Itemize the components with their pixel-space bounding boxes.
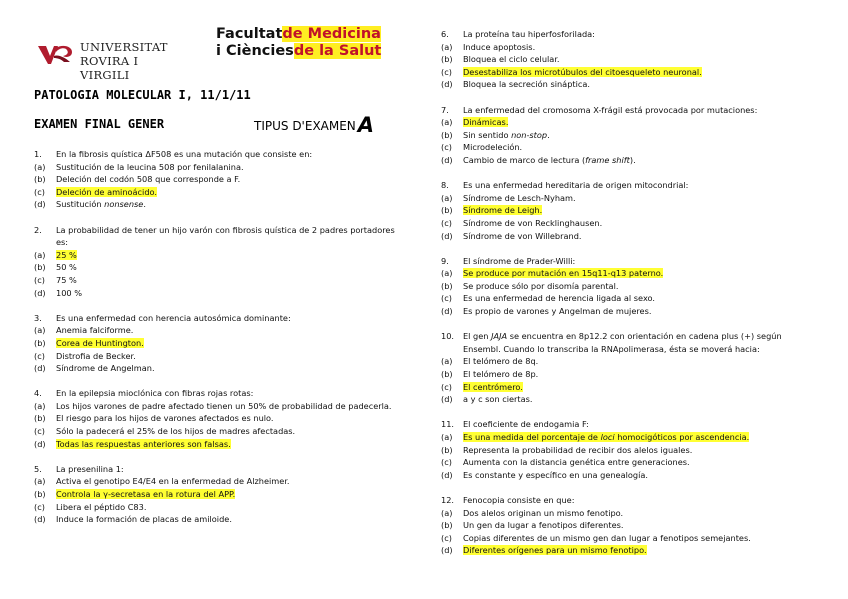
- questions-left-column: [34, 148, 406, 538]
- option-text-correct: Desestabiliza los microtúbulos del citoesqueleto neuronal.: [463, 66, 702, 77]
- option-text: Dos alelos originan un mismo fenotipo.: [463, 507, 624, 518]
- option-text: El telómero de 8q.: [463, 356, 539, 367]
- option-text: Sustitución de la leucina 508 por fenilalanina.: [56, 161, 244, 172]
- option-text: Induce la formación de placas de amiloide.: [56, 514, 232, 525]
- urv-logo: [36, 38, 186, 82]
- option-letter: (b): [34, 262, 46, 273]
- option-text-a: Es una medida del porcentaje de: [463, 432, 601, 442]
- faculty-logo: [216, 26, 382, 60]
- option-letter: (d): [34, 363, 46, 374]
- option-letter: (c): [441, 381, 452, 392]
- option-letter: (b): [441, 280, 453, 291]
- question-stem: Es una enfermedad hereditaria de origen mitocondrial:: [463, 180, 689, 191]
- option-letter: (d): [34, 287, 46, 298]
- option-text-b: frame shift: [585, 154, 630, 165]
- option-letter: (a): [441, 117, 453, 128]
- exam-title: EXAMEN FINAL GENER: [34, 117, 165, 131]
- question-number: 10.: [441, 331, 455, 342]
- option-text: Síndrome de Angelman.: [56, 363, 155, 374]
- option-letter: (d): [441, 79, 453, 90]
- option-text: Induce apoptosis.: [463, 41, 536, 52]
- option-text-correct: Dinámicas.: [463, 117, 509, 128]
- option-text: Síndrome de Lesch-Nyham.: [463, 192, 576, 203]
- option-text: Un gen da lugar a fenotipos diferentes.: [463, 520, 624, 531]
- option-letter: (d): [34, 199, 46, 210]
- option-text: Los hijos varones de padre afectado tienen un 50% de probabilidad de padecerla.: [56, 400, 392, 411]
- option-letter: (b): [34, 337, 46, 348]
- option-text: Síndrome de von Recklinghausen.: [463, 217, 603, 228]
- exam-type: [254, 113, 374, 137]
- questions-right-column: [441, 28, 821, 570]
- option-letter: (c): [34, 274, 45, 285]
- option-text-b: nonsense: [104, 199, 144, 210]
- option-text: El riesgo para los hijos de varones afectados es nulo.: [56, 413, 274, 424]
- option-text: 100 %: [56, 287, 83, 298]
- question-1: [34, 148, 406, 211]
- question-stem: El síndrome de Prader-Willi:: [463, 255, 576, 266]
- option-text: Sólo la padecerá el 25% de los hijos de madres afectadas.: [56, 426, 296, 437]
- question-number: 4.: [34, 388, 42, 399]
- option-letter: (c): [441, 457, 452, 468]
- option-text: Activa el genotipo E4/E4 en la enfermedad de Alzheimer.: [56, 476, 290, 487]
- option-text: Síndrome de von Willebrand.: [463, 230, 582, 241]
- question-7: [441, 104, 821, 167]
- option-letter: (b): [441, 369, 453, 380]
- option-letter: (a): [441, 507, 453, 518]
- option-text-b: non-stop: [511, 129, 548, 140]
- exam-type-letter: A: [357, 113, 375, 137]
- option-letter: (d): [441, 394, 453, 405]
- question-number: 3.: [34, 312, 42, 323]
- option-letter: (a): [34, 161, 46, 172]
- question-number: 6.: [441, 29, 449, 39]
- option-text: 75 %: [56, 274, 77, 285]
- question-stem-a: El gen: [463, 331, 492, 342]
- option-letter: (c): [441, 142, 452, 153]
- question-stem: El coeficiente de endogamia F:: [463, 419, 589, 430]
- option-text-c: .: [547, 129, 550, 140]
- question-9: [441, 255, 821, 318]
- option-letter: (b): [34, 489, 46, 500]
- question-number: 8.: [441, 180, 449, 191]
- question-2: [34, 224, 406, 300]
- university-line2: ROVIRA I VIRGILI: [80, 54, 139, 82]
- question-stem: La probabilidad de tener un hijo varón con fibrosis quística de 2 padres portadores es:: [56, 224, 395, 248]
- course-title: PATOLOGIA MOLECULAR I, 11/1/11: [34, 88, 251, 102]
- question-number: 7.: [441, 104, 449, 115]
- question-12: [441, 494, 821, 557]
- question-number: 11.: [441, 419, 455, 430]
- option-letter: (a): [441, 192, 453, 203]
- option-letter: (b): [441, 129, 453, 140]
- option-letter: (a): [34, 476, 46, 487]
- option-letter: (a): [34, 249, 46, 260]
- option-text: El telómero de 8p.: [463, 369, 539, 380]
- question-stem: La presenilina 1:: [56, 463, 124, 474]
- question-stem-b: JAJA: [491, 331, 508, 342]
- option-letter: (c): [441, 217, 452, 228]
- option-letter: (d): [441, 469, 453, 480]
- option-text: Deleción del codón 508 que corresponde a F.: [56, 174, 241, 185]
- option-text-a: Cambio de marco de lectura (: [463, 154, 586, 165]
- option-letter: (c): [441, 293, 452, 304]
- option-text: Bloquea la secreción sináptica.: [463, 79, 590, 90]
- option-text: Bloquea el ciclo celular.: [463, 54, 560, 65]
- option-text-correct: 25 %: [56, 249, 77, 260]
- option-letter: (a): [441, 356, 453, 367]
- option-letter: (d): [441, 306, 453, 317]
- option-letter: (c): [34, 186, 45, 197]
- option-text: Libera el péptido C83.: [56, 501, 147, 512]
- option-text: 50 %: [56, 262, 77, 273]
- question-stem: Fenocopia consiste en que:: [463, 494, 575, 505]
- option-letter: (a): [441, 268, 453, 279]
- option-letter: (b): [34, 174, 46, 185]
- question-5: [34, 463, 406, 526]
- option-letter: (c): [441, 66, 452, 77]
- question-3: [34, 312, 406, 375]
- question-number: 12.: [441, 494, 455, 505]
- option-text-correct: Diferentes orígenes para un mismo fenotipo.: [463, 545, 647, 556]
- option-text: Es propio de varones y Angelman de mujeres.: [463, 306, 652, 317]
- urv-logo-text: [80, 40, 186, 82]
- option-letter: (d): [441, 230, 453, 241]
- urv-logo-mark-icon: [36, 42, 74, 66]
- option-text: a y c son ciertas.: [463, 394, 533, 405]
- option-letter: (b): [441, 54, 453, 65]
- option-text-correct: Se produce por mutación en 15q11-q13 paterno.: [463, 268, 664, 279]
- option-text: Microdeleción.: [463, 142, 523, 153]
- question-stem-b: ΔF508: [145, 149, 172, 159]
- question-stem-c: se encuentra en 8p12.2 con orientación en cadena plus (+) según Ensembl. Cuando lo transcriba la RNApolimerasa, ésta se moverá hacia:: [463, 331, 782, 354]
- question-11: [441, 418, 821, 481]
- option-text-correct: Síndrome de Leigh.: [463, 205, 543, 216]
- question-6: [441, 28, 821, 91]
- question-stem: Es una enfermedad con herencia autosómica dominante:: [56, 312, 291, 323]
- option-text-correct: Deleción de aminoácido.: [56, 186, 157, 197]
- question-number: 9.: [441, 255, 449, 266]
- option-text-c: .: [143, 199, 146, 210]
- question-4: [34, 387, 406, 450]
- option-letter: (a): [34, 400, 46, 411]
- option-letter: (b): [34, 413, 46, 424]
- option-letter: (b): [441, 205, 453, 216]
- option-text-a: Sin sentido: [463, 129, 512, 140]
- option-text-correct: Corea de Huntington.: [56, 337, 144, 348]
- option-letter: (a): [441, 41, 453, 52]
- option-letter: (a): [34, 325, 46, 336]
- option-letter: (a): [441, 432, 453, 442]
- question-stem-a: En la fibrosis quística: [56, 149, 146, 159]
- question-10: [441, 330, 821, 406]
- option-letter: (c): [34, 350, 45, 361]
- faculty-line2-a: i Ciències: [216, 43, 294, 59]
- option-text: Es una enfermedad de herencia ligada al sexo.: [463, 293, 656, 304]
- option-letter: (d): [34, 514, 46, 525]
- option-text-b: loci: [600, 432, 615, 442]
- option-text-c: homocigóticos por ascendencia.: [614, 432, 750, 442]
- faculty-line1-a: Facultat: [216, 26, 283, 42]
- option-letter: (c): [34, 426, 45, 437]
- option-letter: (b): [441, 444, 453, 455]
- question-stem: En la epilepsia mioclónica con fibras rojas rotas:: [56, 388, 254, 399]
- option-letter: (c): [441, 532, 452, 543]
- university-line1: UNIVERSITAT: [80, 40, 168, 54]
- option-letter: (d): [441, 154, 453, 165]
- faculty-line1-b: de Medicina: [282, 26, 381, 42]
- option-letter: (d): [441, 545, 453, 556]
- option-text-correct: El centrómero.: [463, 381, 523, 392]
- question-number: 1.: [34, 149, 42, 159]
- option-text: Se produce sólo por disomía parental.: [463, 280, 619, 291]
- question-8: [441, 179, 821, 242]
- option-text-correct: [463, 432, 749, 442]
- option-letter: (b): [441, 520, 453, 531]
- option-text-correct: Todas las respuestas anteriores son falsas.: [56, 438, 231, 449]
- question-stem: La enfermedad del cromosoma X-frágil está provocada por mutaciones:: [463, 104, 758, 115]
- option-text: Representa la probabilidad de recibir dos alelos iguales.: [463, 444, 693, 455]
- option-text-a: Sustitución: [56, 199, 105, 210]
- question-number: 2.: [34, 224, 42, 235]
- option-letter: (d): [34, 438, 46, 449]
- option-text-c: ).: [629, 154, 636, 165]
- option-text: Aumenta con la distancia genética entre generaciones.: [463, 457, 690, 468]
- option-letter: (c): [34, 501, 45, 512]
- option-text: Distrofia de Becker.: [56, 350, 136, 361]
- option-text: Copias diferentes de un mismo gen dan lugar a fenotipos semejantes.: [463, 532, 751, 543]
- question-number: 5.: [34, 463, 42, 474]
- option-text: Anemia falciforme.: [56, 325, 134, 336]
- faculty-line2-b: de la Salut: [293, 43, 382, 59]
- option-text: Es constante y específico en una genealogía.: [463, 469, 648, 480]
- option-text-correct: Controla la γ-secretasa en la rotura del APP.: [56, 489, 236, 500]
- question-stem: La proteína tau hiperfosforilada:: [463, 29, 595, 39]
- question-stem-c: es una mutación que consiste en:: [171, 149, 313, 159]
- exam-type-label: TIPUS D'EXAMEN: [254, 119, 356, 133]
